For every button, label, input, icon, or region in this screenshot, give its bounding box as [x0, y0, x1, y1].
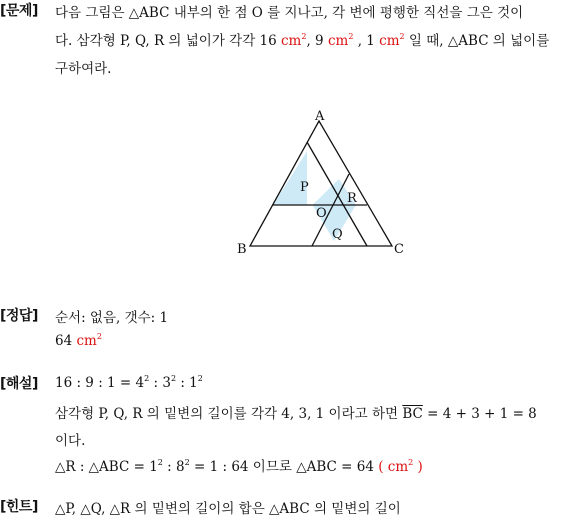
- unit-cm2: $cm^2$: [379, 32, 405, 49]
- triangle-r-label: R: [347, 191, 357, 206]
- unit-cm2: $cm^2$: [387, 458, 414, 475]
- triangle-figure: [230, 100, 415, 265]
- problem-label: [문제]: [0, 3, 38, 19]
- answer-label: [정답]: [0, 308, 38, 324]
- point-o-label: O: [316, 206, 327, 221]
- triangle-q-label: Q: [332, 227, 343, 242]
- answer-value: 64 $cm^2$: [55, 332, 102, 349]
- vertex-a-label: A: [315, 109, 325, 124]
- solution-line-1: 16 : 9 : $1 = 4^2$ : $3^2$ : $1^2$: [55, 374, 203, 391]
- problem-line-1: 다음 그림은 △ABC 내부의 한 점 O 를 지나고, 각 변에 평행한 직선을 그은 것이: [55, 5, 524, 21]
- solution-line-3: 이다.: [55, 433, 86, 449]
- vertex-b-label: B: [237, 242, 247, 257]
- solution-label: [해설]: [0, 376, 38, 392]
- vertex-c-label: C: [394, 242, 404, 257]
- answer-line-1: 순서: 없음, 갯수: 1: [55, 310, 169, 326]
- problem-line-3: 구하여라.: [55, 61, 112, 77]
- triangle-p-label: P: [300, 180, 309, 195]
- solution-line-4: △R : △ABC = $1^2$ : $8^2 = 1$ : 64 이므로 △ABC = 64 ( $cm^2$ ): [55, 458, 423, 475]
- unit-cm2: $cm^2$: [76, 332, 102, 349]
- unit-cm2: $cm^2$: [281, 32, 307, 49]
- triangle-p: [273, 151, 307, 205]
- hint-label: [힌트]: [0, 499, 38, 515]
- problem-line-2: 다. 삼각형 P, Q, R 의 넓이가 각각 16 $cm^2$, 9 $cm^2$ , 1 $cm^2$ 일 때, △ABC 의 넓이를: [55, 32, 550, 49]
- unit-cm2: $cm^2$: [327, 32, 354, 49]
- hint-text: △P, △Q, △R 의 밑변의 길이의 합은 △ABC 의 밑변의 길이: [55, 501, 401, 517]
- solution-line-2: 삼각형 P, Q, R 의 밑변의 길이를 각각 4, 3, 1 이라고 하면 $\overline{BC} = 4 + 3 + 1 = 8$: [55, 406, 537, 422]
